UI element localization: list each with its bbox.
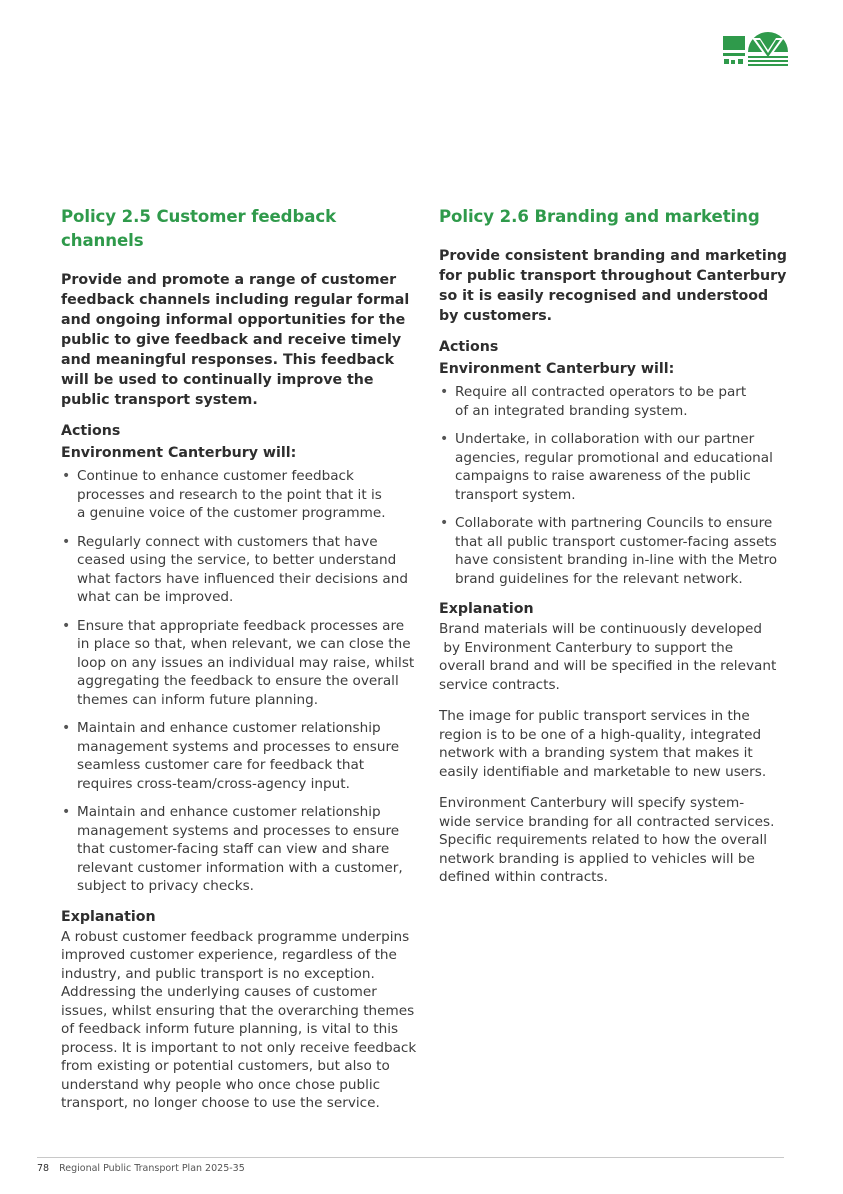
actions-list — [61, 467, 413, 896]
paragraph-line: A robust customer feedback programme underpins — [61, 928, 410, 945]
list-item — [61, 803, 413, 896]
list-item — [61, 533, 413, 607]
list-item-line: campaigns to raise awareness of the public — [455, 468, 751, 484]
actions-list — [439, 383, 779, 588]
paragraph-line: network with a branding system that makes it — [439, 745, 753, 761]
list-item-line: what can be improved. — [77, 589, 234, 605]
list-item-line: brand guidelines for the relevant network. — [455, 570, 743, 587]
lead-line: Provide consistent branding and marketing — [439, 248, 787, 264]
list-item-line: Require all contracted operators to be part — [455, 384, 747, 400]
paragraph-line: industry, and public transport is no exception. — [61, 965, 375, 982]
paragraph-line: Brand materials will be continuously developed — [439, 621, 763, 637]
paragraph-line: service contracts. — [439, 676, 560, 693]
lead-line: and ongoing informal opportunities for the — [61, 312, 406, 328]
footer-divider — [37, 1157, 784, 1158]
list-item-line: have consistent branding in-line with the Metro — [455, 552, 778, 568]
policy-2-6-column — [439, 205, 787, 900]
list-item — [439, 514, 779, 588]
explanation-paragraph — [439, 707, 779, 781]
bullet-icon: • — [62, 804, 71, 820]
paragraph-line: transport, no longer choose to use the service. — [61, 1095, 380, 1111]
list-item-line: transport system. — [455, 486, 576, 503]
paragraph-line: defined within contracts. — [439, 869, 608, 885]
lead-line: and meaningful responses. This feedback — [61, 352, 395, 368]
explanation-heading: Explanation — [439, 601, 534, 617]
paragraph-line: The image for public transport services in the — [439, 708, 750, 724]
list-item — [61, 467, 413, 523]
lead-line: Provide and promote a range of customer — [61, 272, 397, 288]
list-item-line: ceased using the service, to better understand — [77, 552, 397, 568]
list-item-line: Regularly connect with customers that have — [77, 533, 378, 550]
bullet-icon: • — [440, 384, 449, 400]
list-item — [439, 430, 779, 504]
list-item-line: management systems and processes to ensure — [77, 738, 400, 755]
list-item-line: Ensure that appropriate feedback processes are — [77, 617, 405, 634]
list-item-line: Maintain and enhance customer relationship — [77, 720, 381, 736]
actions-intro: Environment Canterbury will: — [439, 361, 675, 377]
bullet-icon: • — [62, 468, 71, 484]
list-item-line: Collaborate with partnering Councils to ensure — [455, 515, 773, 531]
page-footer — [37, 1163, 245, 1175]
paragraph-line: from existing or potential customers, but also to — [61, 1058, 390, 1074]
list-item-line: relevant customer information with a customer, — [77, 859, 403, 876]
list-item-line: of an integrated branding system. — [455, 402, 688, 419]
lead-line: so it is easily recognised and understood — [439, 288, 769, 304]
paragraph-line: issues, whilst ensuring that the overarching themes — [61, 1002, 415, 1019]
paragraph-line: Addressing the underlying causes of customer — [61, 984, 377, 1000]
bullet-icon: • — [440, 431, 449, 447]
policy-2-5-title: Policy 2.5 Customer feedback channels — [61, 207, 336, 250]
list-item-line: a genuine voice of the customer programme. — [77, 505, 386, 521]
bullet-icon: • — [62, 617, 71, 634]
list-item-line: themes can inform future planning. — [77, 691, 319, 708]
policy-2-5-lead — [61, 270, 413, 410]
policy-2-5-column — [61, 205, 417, 1126]
list-item — [439, 383, 779, 420]
paragraph-line: understand why people who once chose public — [61, 1076, 381, 1093]
list-item-line: requires cross-team/cross-agency input. — [77, 775, 350, 792]
lead-line: public transport system. — [61, 392, 258, 408]
list-item-line: processes and research to the point that it is — [77, 486, 382, 503]
lead-line: for public transport throughout Canterbury — [439, 268, 787, 284]
explanation-heading: Explanation — [61, 908, 156, 925]
page-number: 78 — [37, 1163, 50, 1174]
list-item-line: that customer-facing staff can view and share — [77, 841, 390, 857]
list-item-line: in place so that, when relevant, we can close the — [77, 636, 411, 652]
paragraph-line: Environment Canterbury will specify system- — [439, 795, 745, 811]
list-item-line: what factors have influenced their decisions and — [77, 570, 408, 587]
paragraph-line: easily identifiable and marketable to new users. — [439, 763, 767, 780]
lead-line: public to give feedback and receive timely — [61, 332, 402, 348]
paragraph-line: process. It is important to not only receive feedback — [61, 1039, 417, 1056]
list-item-line: loop on any issues an individual may raise, whilst — [77, 654, 415, 671]
list-item-line: Continue to enhance customer feedback — [77, 468, 354, 484]
lead-line: feedback channels including regular formal — [61, 292, 410, 308]
policy-2-6-title: Policy 2.6 Branding and marketing — [439, 207, 760, 226]
lead-line: by customers. — [439, 308, 553, 324]
actions-heading: Actions — [61, 423, 121, 439]
explanation-paragraph — [61, 928, 417, 1113]
paragraph-line: region is to be one of a high-quality, integrated — [439, 726, 762, 743]
list-item-line: agencies, regular promotional and educational — [455, 449, 773, 466]
list-item — [61, 719, 413, 793]
paragraph-line: of feedback inform future planning, is vital to this — [61, 1021, 399, 1037]
bullet-icon: • — [440, 515, 449, 531]
list-item-line: Undertake, in collaboration with our partner — [455, 431, 755, 447]
explanation-paragraph — [439, 620, 779, 694]
bullet-icon: • — [62, 533, 71, 550]
list-item-line: seamless customer care for feedback that — [77, 757, 365, 773]
paragraph-line: Specific requirements related to how the overall — [439, 832, 768, 848]
bus-and-mountain-logo-icon — [722, 26, 788, 68]
bullet-icon: • — [62, 720, 71, 736]
actions-heading: Actions — [439, 339, 499, 355]
explanation-paragraph — [439, 794, 779, 887]
list-item — [61, 617, 413, 710]
document-title: Regional Public Transport Plan 2025-35 — [59, 1163, 245, 1174]
paragraph-line: wide service branding for all contracted services. — [439, 813, 775, 830]
list-item-line: management systems and processes to ensure — [77, 822, 400, 839]
paragraph-line: by Environment Canterbury to support the — [439, 639, 734, 656]
list-item-line: Maintain and enhance customer relationship — [77, 804, 381, 820]
paragraph-line: improved customer experience, regardless of the — [61, 947, 397, 963]
paragraph-line: overall brand and will be specified in the relevant — [439, 658, 777, 674]
policy-2-6-lead — [439, 246, 787, 326]
list-item-line: aggregating the feedback to ensure the overall — [77, 673, 399, 689]
list-item-line: subject to privacy checks. — [77, 878, 254, 894]
actions-intro: Environment Canterbury will: — [61, 445, 297, 461]
lead-line: will be used to continually improve the — [61, 372, 374, 388]
list-item-line: that all public transport customer-facing assets — [455, 533, 777, 550]
paragraph-line: network branding is applied to vehicles will be — [439, 850, 755, 867]
